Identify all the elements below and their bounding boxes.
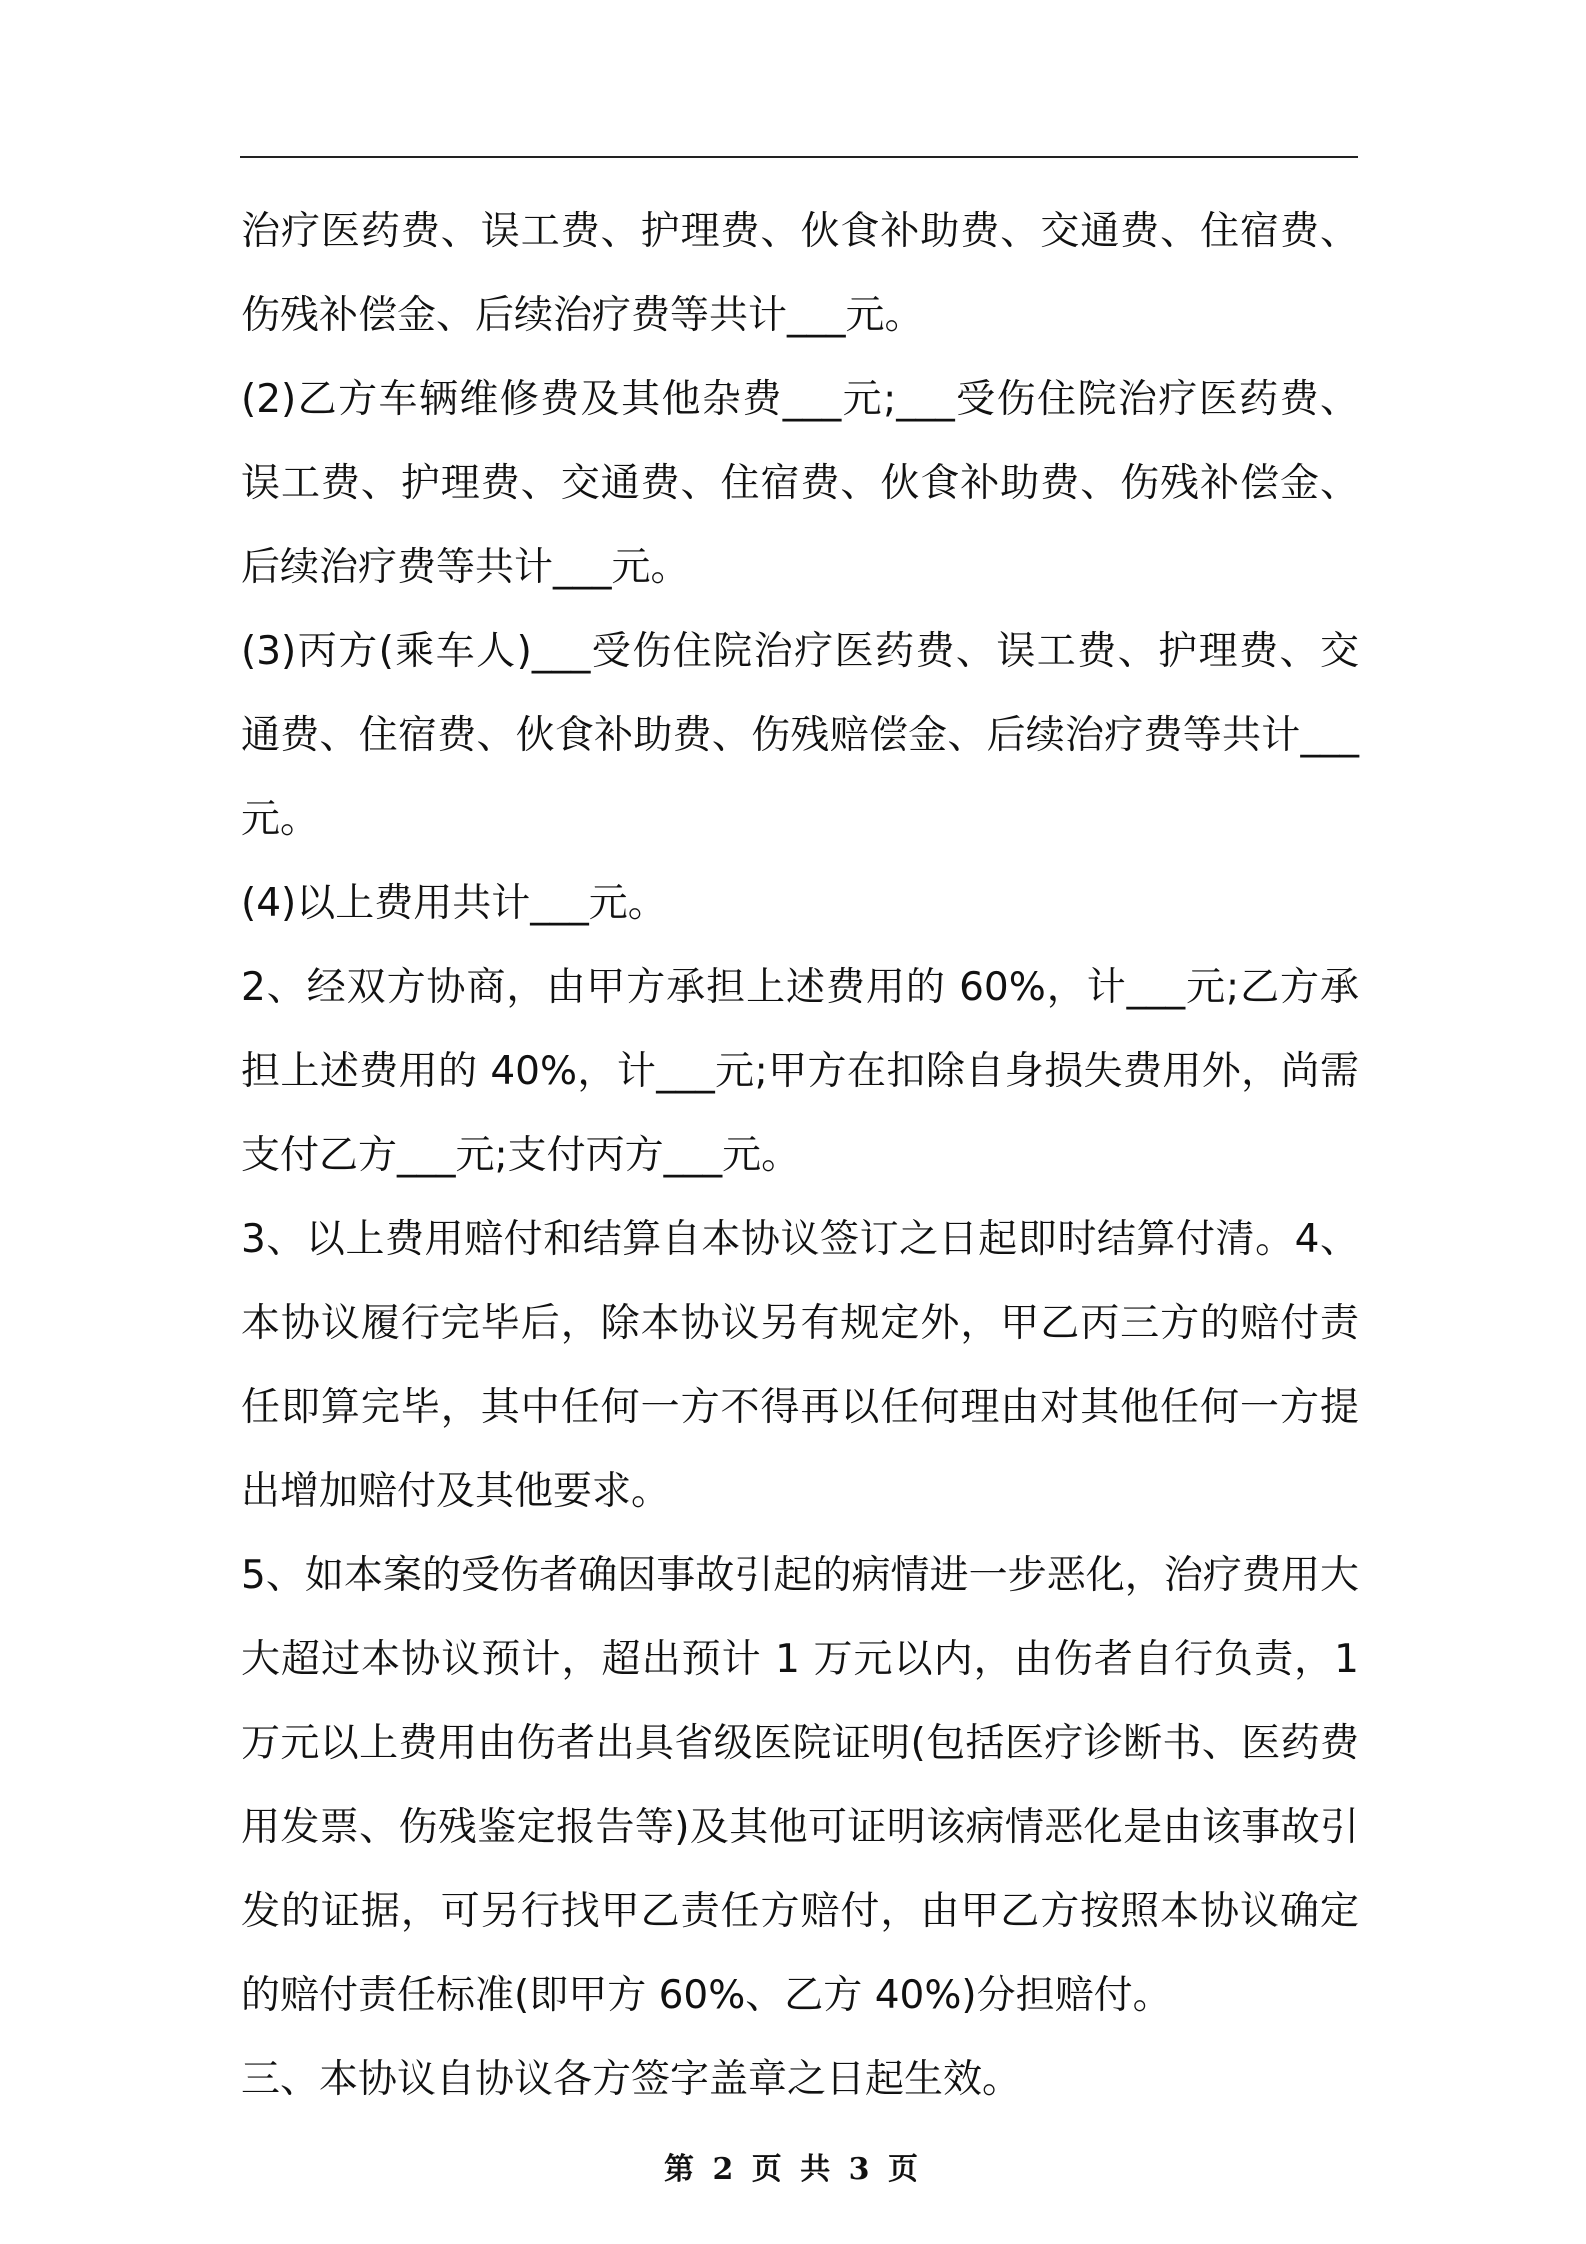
paragraph-clause-3-4: 3、以上费用赔付和结算自本协议签订之日起即时结算付清。4、本协议履行完毕后，除本协议另有规定外，甲乙丙三方的赔付责任即算完毕，其中任何一方不得再以任何理由对其他任何一方提出增加赔付及其他要求。 [241, 1217, 1359, 1514]
paragraph-party-c-fees: (3)丙方(乘车人)___受伤住院治疗医药费、误工费、护理费、交通费、住宿费、伙食补助费、伤残赔偿金、后续治疗费等共计___元。 [241, 629, 1359, 842]
header-rule [240, 156, 1358, 158]
paragraph-section-3: 三、本协议自协议各方签字盖章之日起生效。 [241, 2057, 1022, 2102]
paragraph-clause-2: 2、经双方协商，由甲方承担上述费用的 60%，计___元;乙方承担上述费用的 40%，计___元;甲方在扣除自身损失费用外，尚需支付乙方___元;支付丙方___元。 [241, 965, 1359, 1178]
paragraph-total-fees: (4)以上费用共计___元。 [241, 881, 667, 926]
page-number: 第 2 页 共 3 页 [664, 2152, 922, 2187]
document-body [241, 190, 1359, 2122]
paragraph-party-b-fees: (2)乙方车辆维修费及其他杂费___元;___受伤住院治疗医药费、误工费、护理费、交通费、住宿费、伙食补助费、伤残补偿金、后续治疗费等共计___元。 [241, 377, 1359, 590]
paragraph-clause-5: 5、如本案的受伤者确因事故引起的病情进一步恶化，治疗费用大大超过本协议预计，超出预计 1 万元以内，由伤者自行负责，1 万元以上费用由伤者出具省级医院证明(包括医疗诊断书、医药费用发票、伤残鉴定报告等)及其他可证明该病情恶化是由该事故引发的证据，可另行找甲乙责任方赔付，由甲乙方按照本协议确定的赔付责任标准(即甲方 60%、乙方 40%)分担赔付。 [241, 1553, 1359, 2018]
paragraph-fee-summary-1: 治疗医药费、误工费、护理费、伙食补助费、交通费、住宿费、伤残补偿金、后续治疗费等共计___元。 [241, 209, 1359, 338]
